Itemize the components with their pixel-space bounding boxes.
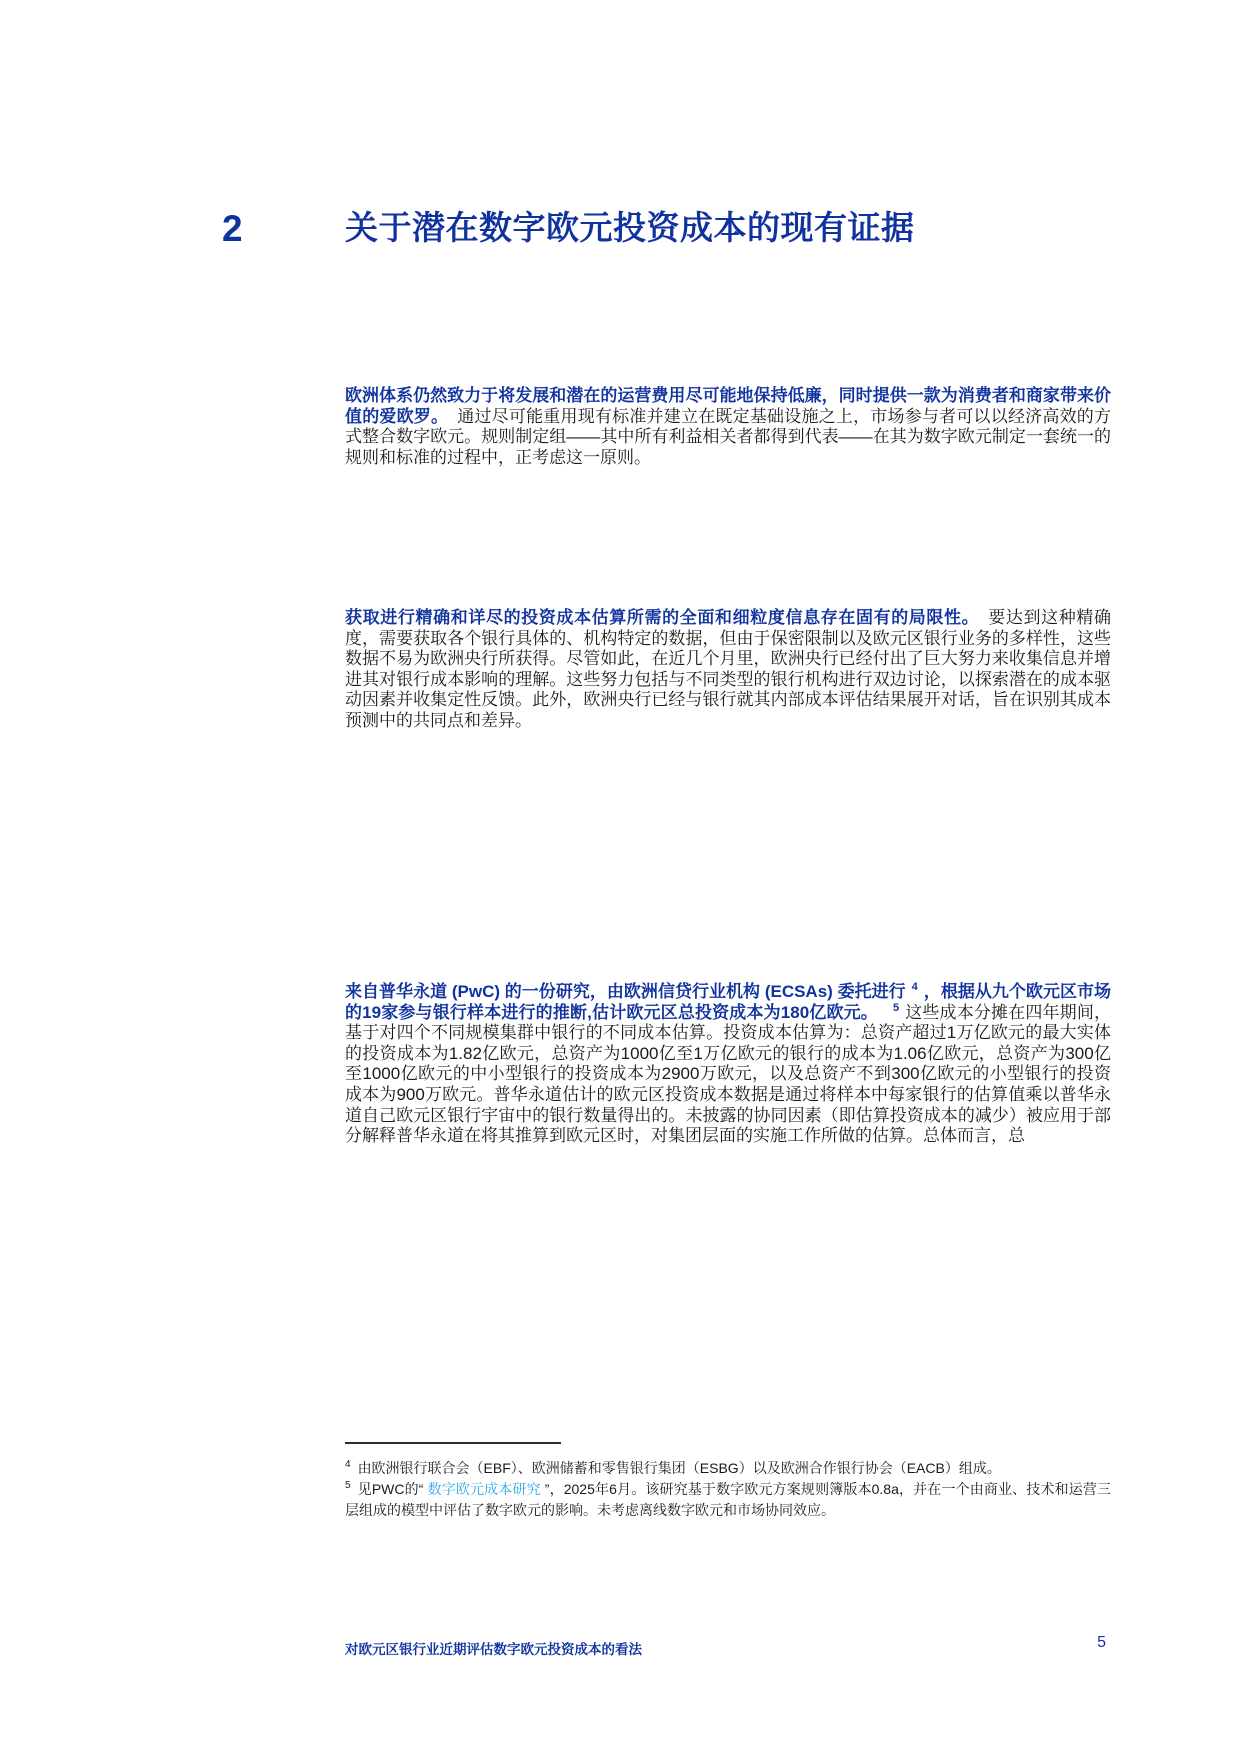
pwc-cost-study-link[interactable]: 数字欧元成本研究: [427, 1481, 541, 1497]
paragraph-3-lead-part-2: ，根据从九个欧元区市场的19家参与银行样本进行的推断,估计欧元区总投资成本为180亿欧元。: [345, 982, 1112, 1022]
footnote-4-text: 由欧洲银行联合会（EBF）、欧洲储蓄和零售银行集团（ESBG）以及欧洲合作银行协会（EACB）组成。: [357, 1460, 1001, 1476]
footnote-4: [345, 1458, 1111, 1479]
paragraph-2-body-text: 要达到这种精确度，需要获取各个银行具体的、机构特定的数据，但由于保密限制以及欧元区银行业务的多样性，这些数据不易为欧洲央行所获得。尽管如此，在近几个月里，欧洲央行已经付出了巨大努力来收集信息并增进其对银行成本影响的理解。这些努力包括与不同类型的银行机构进行双边讨论，以探索潜在的成本驱动因素并收集定性反馈。此外，欧洲央行已经与银行就其内部成本评估结果展开对话，旨在识别其成本预测中的共同点和差异。: [345, 608, 1112, 730]
paragraph-3-lead-part-1: 来自普华永道 (PwC) 的一份研究，由欧洲信贷行业机构 (ECSAs) 委托进行: [345, 982, 906, 1001]
footer-page-number: 5: [1097, 1634, 1106, 1651]
paragraph-3-body-text: 这些成本分摊在四年期间，基于对四个不同规模集群中银行的不同成本估算。投资成本估算为：总资产超过1万亿欧元的最大实体的投资成本为1.82亿欧元，总资产为1000亿至1万亿欧元的银行的成本为1.06亿欧元，总资产为300亿至1000亿欧元的中小型银行的投资成本为2900万欧元，以及总资产不到300亿欧元的小型银行的投资成本为900万欧元。普华永道估计的欧元区投资成本数据是通过将样本中每家银行的估算值乘以普华永道自己欧元区银行宇宙中的银行数量得出的。未披露的协同因素（即估算投资成本的减少）被应用于部分解释普华永道在将其推算到欧元区时，对集团层面的实施工作所做的估算。总体而言，总: [345, 1002, 1111, 1146]
footnote-separator-rule: [345, 1442, 561, 1444]
footnote-4-marker: 4: [345, 1459, 351, 1471]
paragraph-information-limitations: [345, 608, 1111, 732]
footnote-5-text-before-link: 见PWC的“: [357, 1481, 424, 1497]
section-number: 2: [222, 208, 243, 249]
footnote-reference-5[interactable]: 5: [892, 1001, 900, 1014]
footnote-5: [345, 1479, 1111, 1521]
section-title: 关于潜在数字欧元投资成本的现有证据: [345, 209, 915, 246]
footnote-reference-4[interactable]: 4: [911, 981, 918, 994]
footnotes-section: [345, 1442, 1111, 1521]
paragraph-pwc-study: [345, 982, 1111, 1147]
paragraph-eurosystem-costs: [345, 386, 1111, 468]
paragraph-1-body-text: 通过尽可能重用现有标准并建立在既定基础设施之上，市场参与者可以以经济高效的方式整合数字欧元。规则制定组——其中所有利益相关者都得到代表——在其为数字欧元制定一套统一的规则和标准的过程中，正考虑这一原则。: [345, 406, 1112, 467]
footnote-5-marker: 5: [345, 1480, 351, 1492]
paragraph-2-lead-sentence: 获取进行精确和详尽的投资成本估算所需的全面和细粒度信息存在固有的局限性。: [345, 608, 980, 627]
footnote-5-text-after-link: ”，2025年6月。该研究基于数字欧元方案规则簿版本0.8a，并在一个由商业、技术和运营三层组成的模型中评估了数字欧元的影响。未考虑离线数字欧元和市场协同效应。: [345, 1481, 1112, 1518]
footer-document-title: 对欧元区银行业近期评估数字欧元投资成本的看法: [345, 1642, 642, 1657]
paragraph-1-lead-sentence: 欧洲体系仍然致力于将发展和潜在的运营费用尽可能地保持低廉，同时提供一款为消费者和商家带来价值的爱欧罗。: [345, 386, 1111, 426]
